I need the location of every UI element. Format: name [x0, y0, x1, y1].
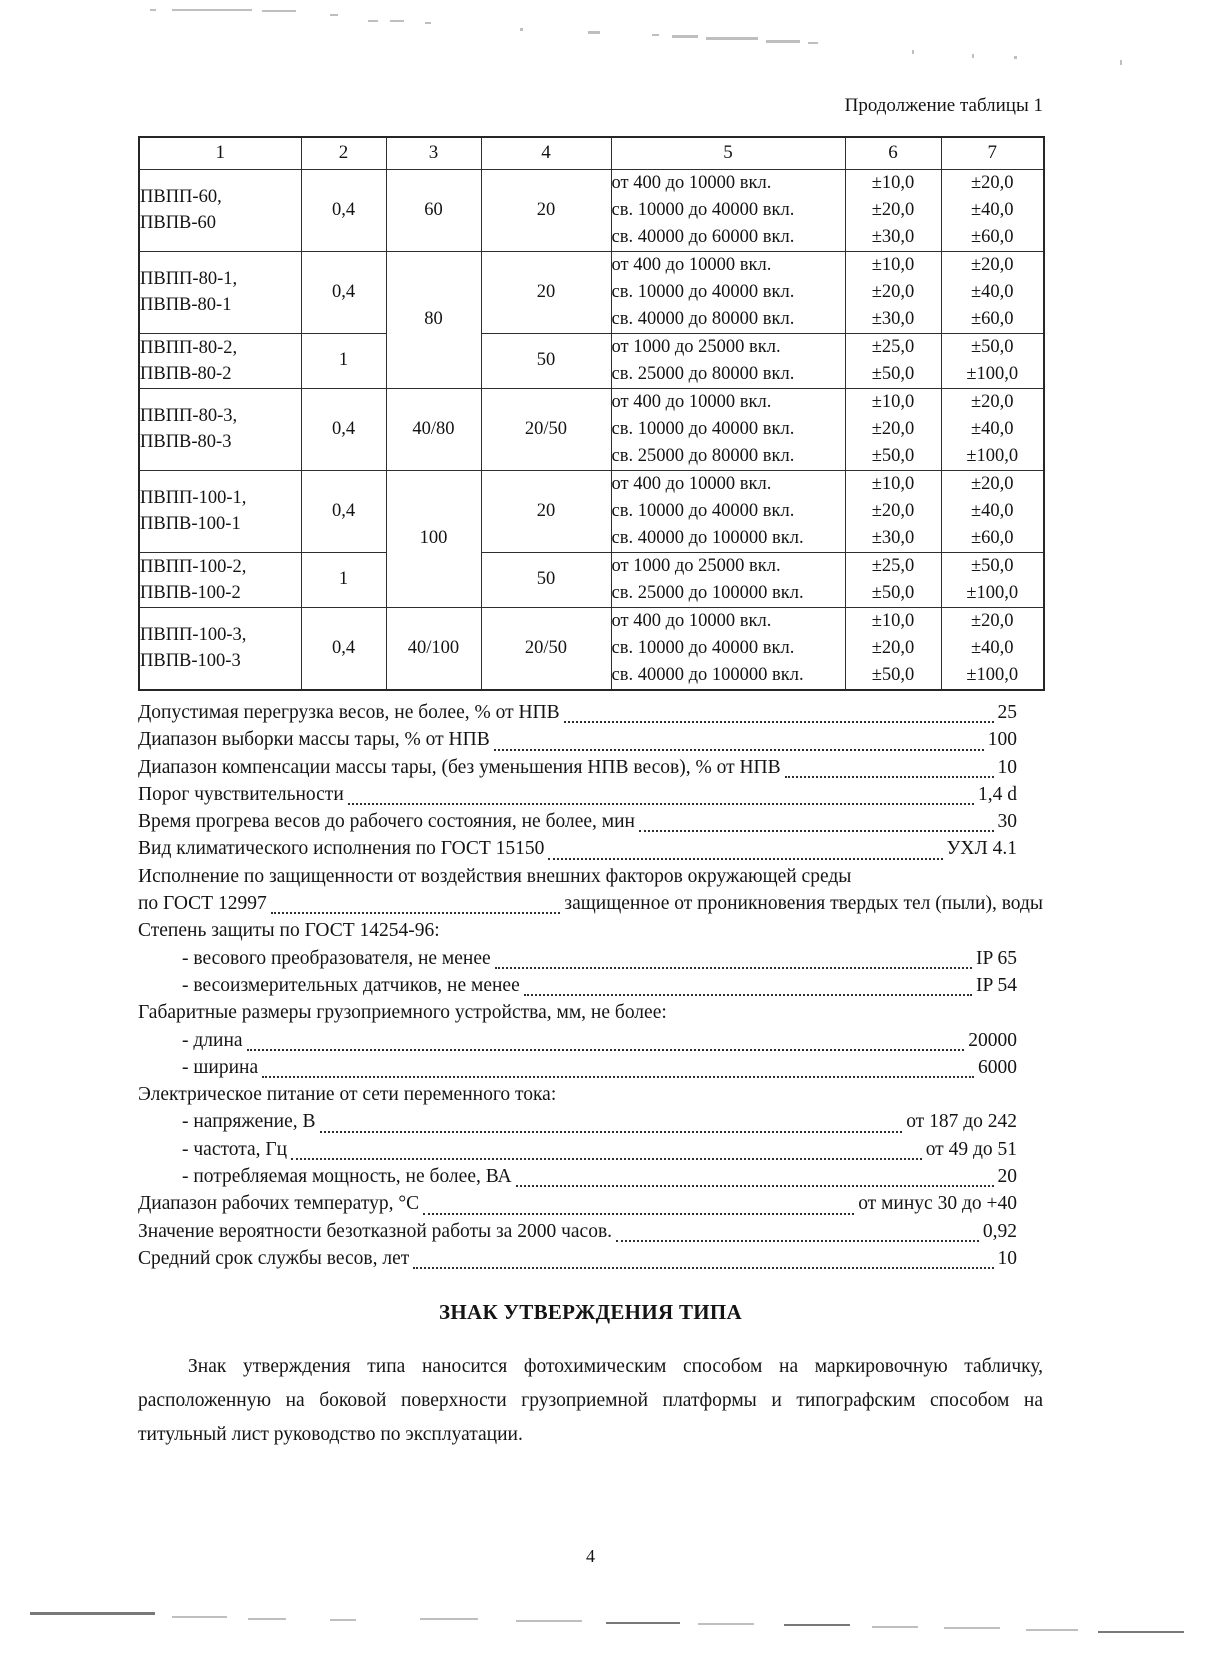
spec-line: - потребляемая мощность, не более, ВА 20 [182, 1166, 1017, 1188]
scan-artifact [672, 35, 698, 38]
tolerance-cell: ±50,0 ±100,0 [941, 333, 1044, 388]
spec-line: - напряжение, В от 187 до 242 [182, 1111, 1017, 1133]
page-number: 4 [586, 1546, 595, 1566]
dotted-leader [548, 858, 942, 860]
scan-artifact [150, 9, 156, 11]
spec-line: Диапазон рабочих температур, °С от минус 30 до +40 [138, 1193, 1017, 1215]
scan-artifact [766, 40, 800, 43]
tolerance-cell: ±50,0 ±100,0 [941, 552, 1044, 607]
scan-artifact [368, 20, 378, 22]
scan-artifact [425, 22, 431, 24]
spec-line: Значение вероятности безотказной работы за 2000 часов. 0,92 [138, 1220, 1017, 1242]
column-header: 1 [139, 137, 301, 169]
capacity-cell: 60 [386, 169, 481, 251]
scan-artifact [606, 1622, 680, 1624]
scan-artifact [420, 1618, 478, 1620]
value-cell: 20 [481, 470, 611, 552]
model-cell: ПВПП-60, ПВПВ-60 [139, 169, 301, 251]
dotted-leader [423, 1213, 854, 1215]
capacity-cell: 100 [386, 470, 481, 607]
spec-line: Диапазон выборки массы тары, % от НПВ 100 [138, 729, 1017, 751]
range-cell: от 1000 до 25000 вкл. св. 25000 до 80000 вкл. [611, 333, 845, 388]
capacity-cell: 80 [386, 251, 481, 388]
tolerance-cell: ±25,0 ±50,0 [845, 333, 941, 388]
spec-line: Время прогрева весов до рабочего состояния, не более, мин 30 [138, 811, 1017, 833]
scan-artifact [172, 9, 252, 11]
scan-artifact [698, 1623, 754, 1625]
spec-line: Допустимая перегрузка весов, не более, % от НПВ 25 [138, 702, 1017, 723]
column-header: 6 [845, 137, 941, 169]
spec-line: Порог чувствительности 1,4 d [138, 783, 1017, 805]
range-cell: от 400 до 10000 вкл. св. 10000 до 40000 вкл. св. 40000 до 80000 вкл. [611, 251, 845, 333]
dotted-leader [639, 830, 994, 832]
model-cell: ПВПП-80-1, ПВПВ-80-1 [139, 251, 301, 333]
dotted-leader [320, 1131, 903, 1133]
model-cell: ПВПП-80-3, ПВПВ-80-3 [139, 388, 301, 470]
scan-artifact [30, 1612, 155, 1615]
scan-artifact [330, 1619, 356, 1621]
scan-artifact [972, 54, 974, 58]
column-header: 3 [386, 137, 481, 169]
dotted-leader [413, 1267, 993, 1269]
column-header: 2 [301, 137, 386, 169]
scan-artifact [520, 28, 523, 31]
scan-artifact [872, 1626, 918, 1628]
scan-artifact [390, 20, 404, 22]
tolerance-cell: ±20,0 ±40,0 ±60,0 [941, 169, 1044, 251]
spec-line: - частота, Гц от 49 до 51 [182, 1138, 1017, 1160]
spec-line: Габаритные размеры грузоприемного устройства, мм, не более: [138, 1002, 667, 1024]
value-cell: 1 [301, 552, 386, 607]
scan-artifact [262, 10, 296, 12]
spec-line: Степень защиты по ГОСТ 14254-96: [138, 920, 440, 942]
scan-artifact [588, 31, 600, 34]
scan-artifact [1026, 1629, 1078, 1631]
spec-line: - весоизмерительных датчиков, не менее IP 54 [182, 974, 1017, 996]
table-continuation-caption: Продолжение таблицы 1 [844, 95, 1043, 116]
scan-artifact [330, 14, 338, 16]
tolerance-cell: ±10,0 ±20,0 ±50,0 [845, 388, 941, 470]
range-cell: от 400 до 10000 вкл. св. 10000 до 40000 вкл. св. 40000 до 100000 вкл. [611, 607, 845, 690]
dotted-leader [271, 912, 561, 914]
dotted-leader [564, 721, 994, 723]
dotted-leader [785, 776, 994, 778]
table-row [139, 470, 1044, 552]
specifications-list [138, 702, 1043, 1275]
column-header: 7 [941, 137, 1044, 169]
spec-line: Средний срок службы весов, лет 10 [138, 1247, 1017, 1269]
table-row [139, 333, 1044, 388]
tolerance-cell: ±20,0 ±40,0 ±60,0 [941, 251, 1044, 333]
value-cell: 0,4 [301, 470, 386, 552]
capacity-cell: 40/80 [386, 388, 481, 470]
scan-artifact [1120, 60, 1122, 65]
model-cell: ПВПП-100-3, ПВПВ-100-3 [139, 607, 301, 690]
scan-artifact [808, 42, 818, 44]
spec-line: Вид климатического исполнения по ГОСТ 15150 УХЛ 4.1 [138, 838, 1017, 860]
value-cell: 0,4 [301, 388, 386, 470]
scan-artifact [652, 34, 659, 36]
value-cell: 1 [301, 333, 386, 388]
spec-line: Исполнение по защищенности от воздействия внешних факторов окружающей среды [138, 865, 852, 887]
value-cell: 20 [481, 169, 611, 251]
value-cell: 0,4 [301, 251, 386, 333]
scan-artifact [516, 1620, 582, 1622]
scan-artifact [706, 37, 758, 40]
model-cell: ПВПП-100-1, ПВПВ-100-1 [139, 470, 301, 552]
scan-artifact [784, 1624, 850, 1626]
tolerance-cell: ±25,0 ±50,0 [845, 552, 941, 607]
value-cell: 20 [481, 251, 611, 333]
value-cell: 20/50 [481, 388, 611, 470]
dotted-leader [494, 749, 984, 751]
scan-artifact [1098, 1631, 1184, 1633]
scan-artifact [1014, 56, 1017, 59]
capacity-cell: 40/100 [386, 607, 481, 690]
dotted-leader [247, 1049, 965, 1051]
range-cell: от 400 до 10000 вкл. св. 10000 до 40000 вкл. св. 25000 до 80000 вкл. [611, 388, 845, 470]
table-row [139, 169, 1044, 251]
range-cell: от 400 до 10000 вкл. св. 10000 до 40000 вкл. св. 40000 до 100000 вкл. [611, 470, 845, 552]
column-header: 5 [611, 137, 845, 169]
dotted-leader [262, 1076, 974, 1078]
value-cell: 20/50 [481, 607, 611, 690]
table-row [139, 251, 1044, 333]
range-cell: от 1000 до 25000 вкл. св. 25000 до 100000 вкл. [611, 552, 845, 607]
table-header-row [139, 137, 1044, 169]
tolerance-cell: ±10,0 ±20,0 ±50,0 [845, 607, 941, 690]
spec-line: Электрическое питание от сети переменного тока: [138, 1084, 557, 1106]
section-title: ЗНАК УТВЕРЖДЕНИЯ ТИПА [438, 1300, 743, 1324]
dotted-leader [495, 967, 972, 969]
tolerance-cell: ±20,0 ±40,0 ±100,0 [941, 607, 1044, 690]
scan-artifact [944, 1627, 1000, 1629]
spec-line: по ГОСТ 12997 защищенное от проникновения твердых тел (пыли), воды [138, 893, 1043, 915]
dotted-leader [348, 803, 974, 805]
dotted-leader [516, 1185, 994, 1187]
scan-artifact [248, 1618, 286, 1620]
section-paragraph: Знак утверждения типа наносится фотохимическим способом на маркировочную табличку, расположенную на боковой поверхности грузоприемной платформы и типографским способом на титульный лист руководство по эксплуатации. [138, 1356, 1043, 1445]
table-row [139, 388, 1044, 470]
tolerance-cell: ±10,0 ±20,0 ±30,0 [845, 470, 941, 552]
column-header: 4 [481, 137, 611, 169]
value-cell: 50 [481, 552, 611, 607]
table-row [139, 552, 1044, 607]
tolerance-cell: ±20,0 ±40,0 ±60,0 [941, 470, 1044, 552]
tolerance-cell: ±10,0 ±20,0 ±30,0 [845, 169, 941, 251]
specifications-table [138, 136, 1045, 691]
spec-line: - ширина 6000 [182, 1056, 1017, 1078]
spec-line: - длина 20000 [182, 1029, 1017, 1051]
tolerance-cell: ±20,0 ±40,0 ±100,0 [941, 388, 1044, 470]
scan-artifact [912, 50, 914, 54]
value-cell: 50 [481, 333, 611, 388]
table-row [139, 607, 1044, 690]
dotted-leader [616, 1240, 979, 1242]
model-cell: ПВПП-80-2, ПВПВ-80-2 [139, 333, 301, 388]
spec-line: Диапазон компенсации массы тары, (без уменьшения НПВ весов), % от НПВ 10 [138, 756, 1017, 778]
model-cell: ПВПП-100-2, ПВПВ-100-2 [139, 552, 301, 607]
value-cell: 0,4 [301, 169, 386, 251]
dotted-leader [291, 1158, 922, 1160]
tolerance-cell: ±10,0 ±20,0 ±30,0 [845, 251, 941, 333]
spec-line: - весового преобразователя, не менее IP 65 [182, 947, 1017, 969]
range-cell: от 400 до 10000 вкл. св. 10000 до 40000 вкл. св. 40000 до 60000 вкл. [611, 169, 845, 251]
value-cell: 0,4 [301, 607, 386, 690]
scan-artifact [172, 1616, 227, 1618]
dotted-leader [524, 994, 972, 996]
